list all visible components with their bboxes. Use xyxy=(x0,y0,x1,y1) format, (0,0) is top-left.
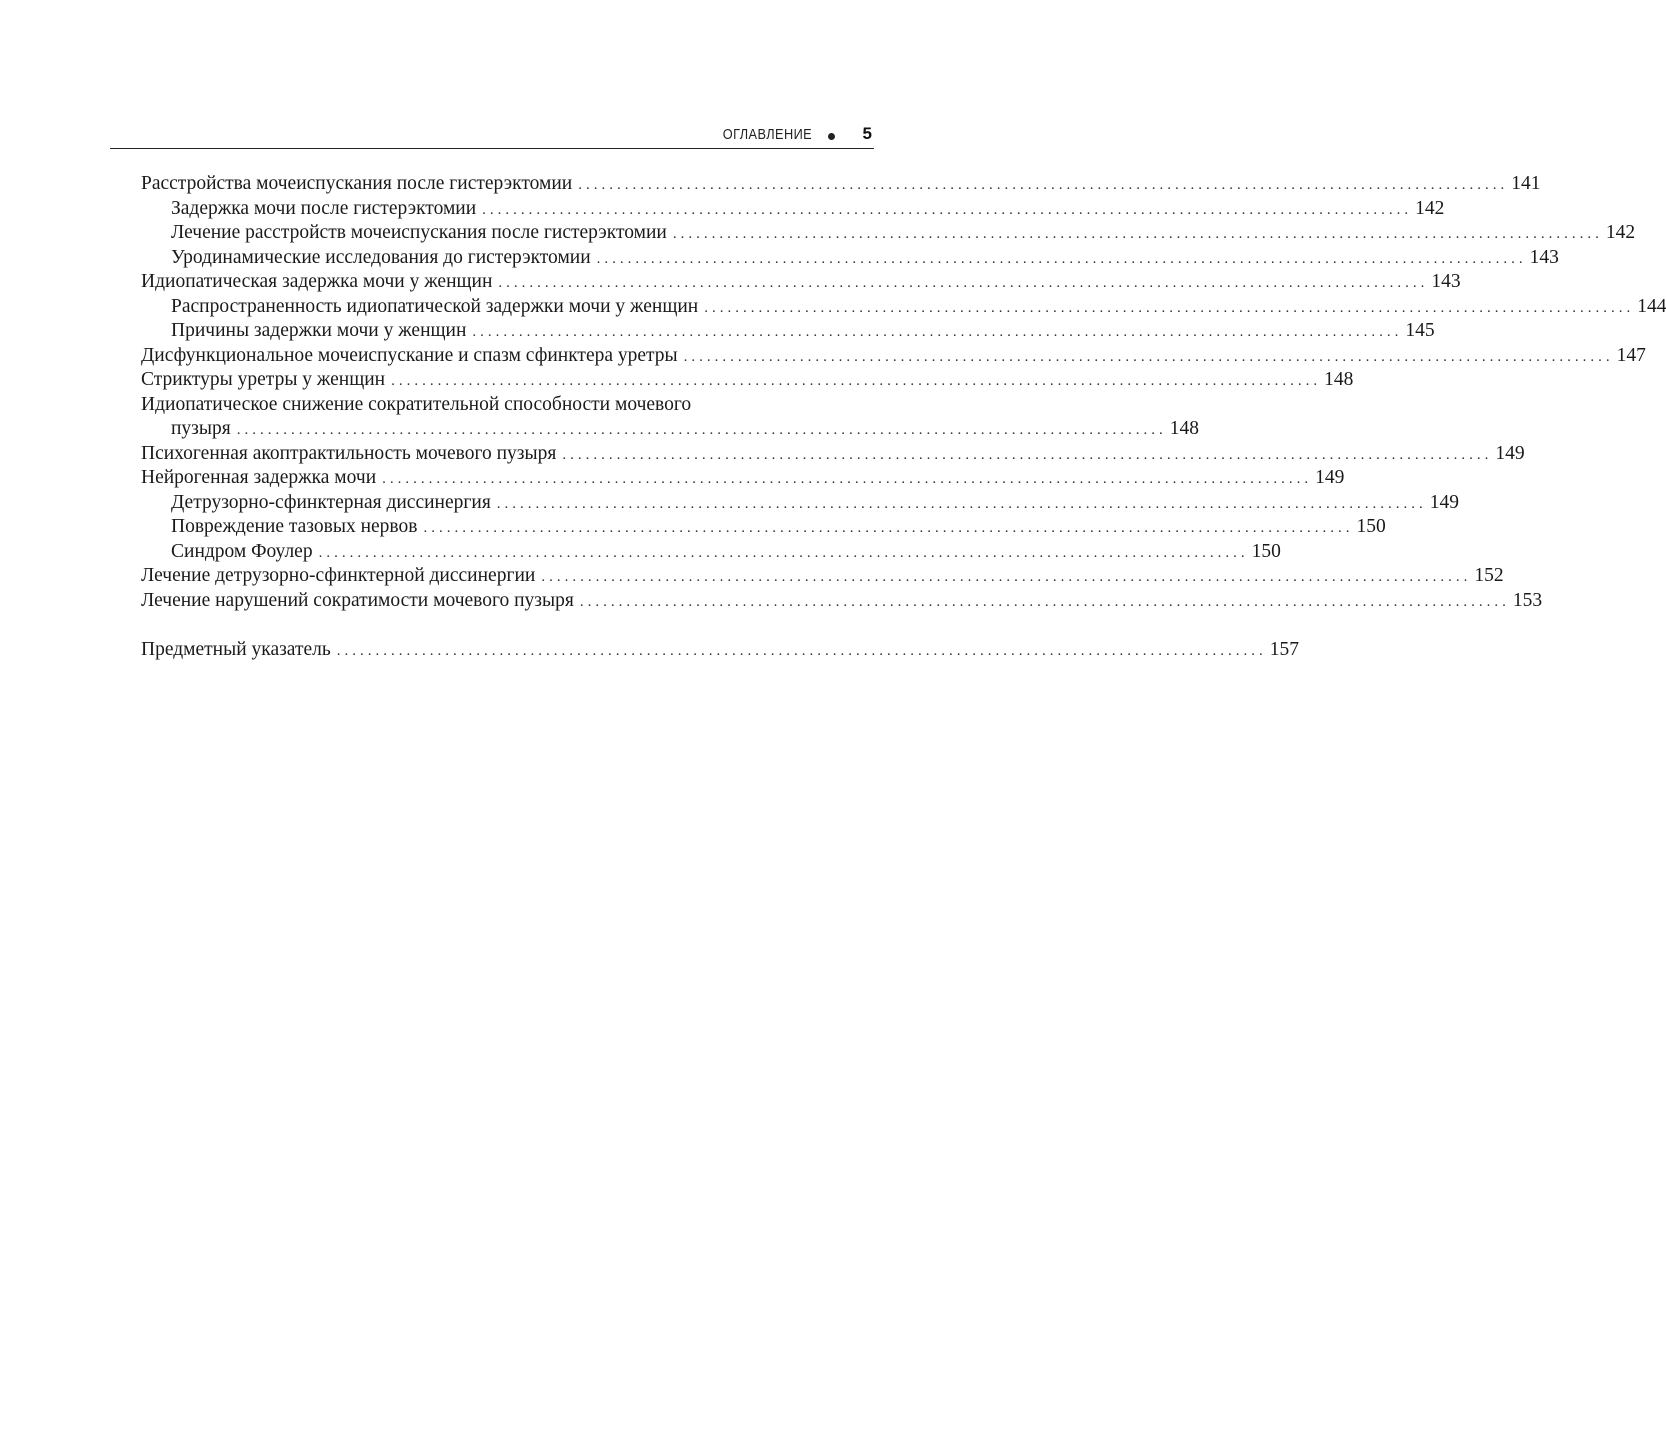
page-number: 5 xyxy=(862,124,872,143)
toc-entry[interactable]: Уродинамические исследования до гистерэктомии ........................................................................................................................ 143 xyxy=(141,246,866,271)
dot-leader: ........................................................................................................................ xyxy=(391,373,1322,389)
toc-entry[interactable]: Синдром Фоулер ........................................................................................................................ 150 xyxy=(141,540,866,565)
dot-leader: ........................................................................................................................ xyxy=(498,275,1429,291)
dot-leader: ........................................................................................................................ xyxy=(562,446,1493,463)
dot-leader: ........................................................................................................................ xyxy=(596,250,1527,267)
toc-entry[interactable]: Психогенная акоптрактильность мочевого пузыря ........................................................................................................................ 149 xyxy=(141,442,866,467)
toc-entry[interactable]: Нейрогенная задержка мочи ........................................................................................................................ 149 xyxy=(141,466,866,491)
dot-leader: ........................................................................................................................ xyxy=(579,593,1510,610)
dot-leader: ........................................................................................................................ xyxy=(578,177,1509,193)
running-header xyxy=(110,124,874,149)
toc-entry-index[interactable]: Предметный указатель ........................................................................................................................ 157 xyxy=(141,638,866,663)
dot-leader: ........................................................................................................................ xyxy=(423,520,1354,536)
toc-entry[interactable]: Лечение расстройств мочеиспускания после гистерэктомии ........................................................................................................................ 142 xyxy=(141,221,866,246)
toc-entry[interactable]: Детрузорно-сфинктерная диссинергия ........................................................................................................................ 149 xyxy=(141,491,866,516)
dot-leader: ........................................................................................................................ xyxy=(672,226,1603,242)
toc-entry[interactable]: Расстройства мочеиспускания после гистерэктомии ........................................................................................................................ 141 xyxy=(141,172,866,197)
dot-leader: ........................................................................................................................ xyxy=(704,299,1635,316)
toc-entry[interactable]: Идиопатическая задержка мочи у женщин ........................................................................................................................ 143 xyxy=(141,270,866,295)
running-header-title: ОГЛАВЛЕНИЕ xyxy=(722,126,812,143)
dot-leader: ........................................................................................................................ xyxy=(236,422,1167,438)
toc-entry[interactable]: Лечение детрузорно-сфинктерной диссинергии ........................................................................................................................ 152 xyxy=(141,564,866,589)
toc-entry[interactable]: Распространенность идиопатической задержки мочи у женщин ........................................................................................................................ 144 xyxy=(141,295,866,320)
toc-entry[interactable]: Стриктуры уретры у женщин ........................................................................................................................ 148 xyxy=(141,368,866,393)
dot-leader: ........................................................................................................................ xyxy=(683,348,1614,365)
dot-leader: ........................................................................................................................ xyxy=(472,324,1403,340)
dot-leader: ........................................................................................................................ xyxy=(541,569,1472,585)
toc-entry[interactable]: Задержка мочи после гистерэктомии ........................................................................................................................ 142 xyxy=(141,197,866,222)
table-of-contents xyxy=(141,172,1666,663)
dot-leader: ........................................................................................................................ xyxy=(336,643,1267,659)
bullet-icon xyxy=(828,133,835,140)
toc-entry[interactable]: Дисфункциональное мочеиспускание и спазм сфинктера уретры ........................................................................................................................ 147 xyxy=(141,344,866,369)
dot-leader: ........................................................................................................................ xyxy=(318,544,1249,561)
dot-leader: ........................................................................................................................ xyxy=(382,471,1313,487)
toc-entry-line1[interactable]: Идиопатическое снижение сократительной способности мочевого xyxy=(141,393,692,415)
toc-entry[interactable]: Лечение нарушений сократимости мочевого пузыря ........................................................................................................................ 153 xyxy=(141,589,866,614)
toc-entry[interactable]: пузыря ........................................................................................................................ 148 xyxy=(141,417,866,442)
dot-leader: ........................................................................................................................ xyxy=(482,201,1413,218)
toc-entry[interactable]: Причины задержки мочи у женщин ........................................................................................................................ 145 xyxy=(141,319,866,344)
toc-entry[interactable]: Повреждение тазовых нервов ........................................................................................................................ 150 xyxy=(141,515,866,540)
dot-leader: ........................................................................................................................ xyxy=(496,495,1427,512)
